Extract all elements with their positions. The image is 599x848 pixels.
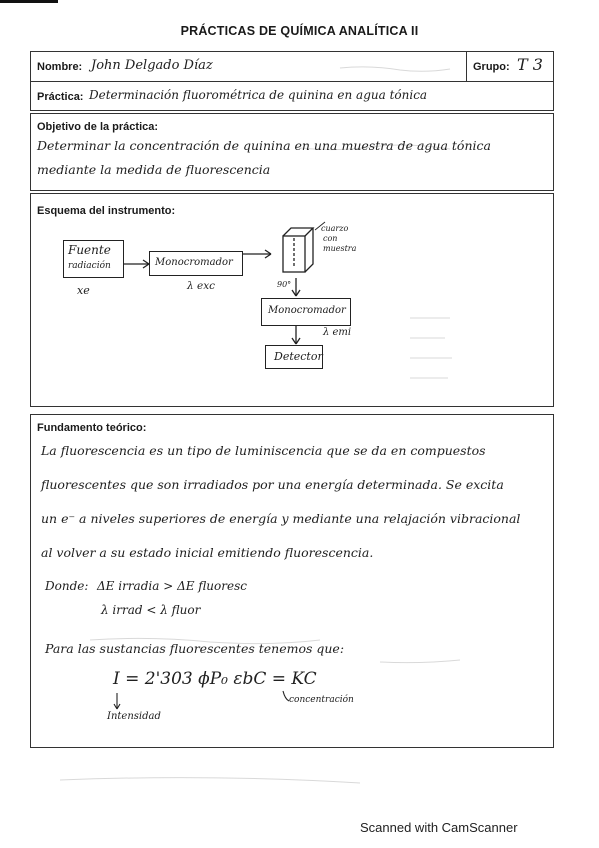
intensity-annotation: Intensidad	[107, 711, 161, 722]
theory-line: La fluorescencia es un tipo de luminiscencia que se da en compuestos	[41, 443, 486, 458]
angle-label: 90°	[277, 280, 292, 289]
cuvette-label-3: muestra	[323, 244, 357, 253]
monochromator-excitation	[149, 251, 243, 276]
objective-box	[30, 113, 554, 191]
detector-label: Detector	[274, 350, 323, 363]
theory-intro: Para las sustancias fluorescentes tenemos que:	[45, 641, 345, 656]
mono2-label: Monocromador	[268, 305, 346, 316]
concentration-annotation: concentración	[289, 695, 354, 705]
objective-label: Objetivo de la práctica:	[37, 121, 159, 133]
mono1-label: Monocromador	[155, 257, 233, 268]
mono2-wavelength: λ emi	[323, 327, 352, 338]
theory-line: al volver a su estado inicial emitiendo fluorescencia.	[41, 545, 374, 560]
source-box	[63, 240, 124, 278]
monochromator-emission	[261, 298, 351, 326]
source-label-2: radiación	[68, 261, 111, 271]
practice-label: Práctica:	[37, 91, 84, 103]
theory-line: un e⁻ a niveles superiores de energía y mediante una relajación vibracional	[41, 511, 521, 526]
where-label: Donde:	[45, 579, 89, 593]
detector-box	[265, 345, 323, 369]
theory-label: Fundamento teórico:	[37, 422, 147, 434]
theory-line: fluorescentes que son irradiados por una energía determinada. Se excita	[41, 477, 504, 492]
theory-box	[30, 414, 554, 748]
scanner-watermark: Scanned with CamScanner	[360, 820, 518, 835]
group-label: Grupo:	[473, 61, 510, 73]
scheme-label: Esquema del instrumento:	[37, 205, 176, 217]
mono1-wavelength: λ exc	[187, 280, 216, 292]
cuvette-label-2: con	[323, 234, 338, 243]
fluorescence-formula: I = 2'303 ϕP₀ εbC = KC	[113, 669, 317, 689]
header-box	[30, 51, 554, 111]
objective-line: Determinar la concentración de quinina en una muestra de agua tónica	[37, 138, 491, 153]
scheme-box	[30, 193, 554, 407]
cuvette-label: cuarzo	[321, 224, 349, 233]
group-value: T 3	[517, 55, 543, 74]
objective-line: mediante la medida de fluorescencia	[37, 162, 271, 177]
lamp-type: xe	[77, 284, 90, 297]
name-label: Nombre:	[37, 61, 83, 73]
name-value: John Delgado Díaz	[91, 58, 213, 73]
energy-relation: ΔE irradia > ΔE fluoresc	[97, 579, 247, 593]
source-label: Fuente	[68, 243, 111, 257]
practice-value: Determinación fluorométrica de quinina en agua tónica	[89, 88, 428, 102]
group-cell	[466, 52, 553, 81]
wavelength-relation: λ irrad < λ fluor	[101, 603, 201, 617]
cuvette-icon	[283, 228, 313, 272]
page-title: PRÁCTICAS DE QUÍMICA ANALÍTICA II	[180, 24, 419, 38]
name-row	[31, 52, 553, 82]
